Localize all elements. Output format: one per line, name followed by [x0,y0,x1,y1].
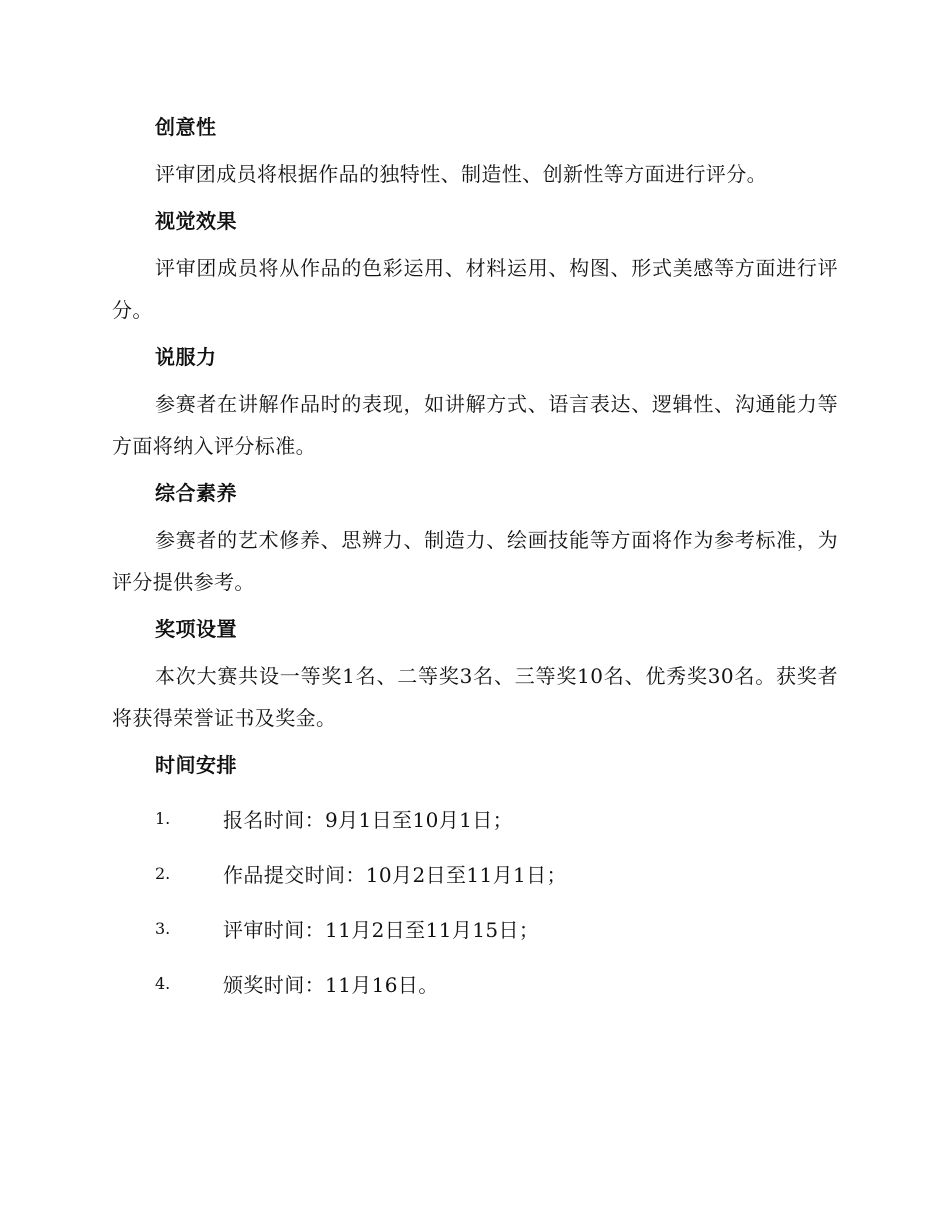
document-content [112,108,838,1011]
section-body-overall-quality: 参赛者的艺术修养、思辨力、制造力、绘画技能等方面将作为参考标准，为评分提供参考。 [112,528,838,594]
list-item [112,846,838,901]
list-item-number: 2. [155,864,171,883]
list-item-text: 颁奖时间：11月16日。 [223,973,439,997]
list-item [112,901,838,956]
list-item-text: 评审时间：11月2日至11月15日； [223,918,540,942]
list-item [112,791,838,846]
section-heading-visual-effect: 视觉效果 [155,209,237,233]
list-item-number: 3. [155,919,171,938]
section-body-visual-effect: 评审团成员将从作品的色彩运用、材料运用、构图、形式美感等方面进行评分。 [112,256,838,322]
section-body-creativity: 评审团成员将根据作品的独特性、制造性、创新性等方面进行评分。 [155,162,767,186]
section-body-awards: 本次大赛共设一等奖1名、二等奖3名、三等奖10名、优秀奖30名。获奖者将获得荣誉证书及奖金。 [112,664,838,730]
section-body-persuasiveness: 参赛者在讲解作品时的表现，如讲解方式、语言表达、逻辑性、沟通能力等方面将纳入评分标准。 [112,392,838,458]
section-heading-creativity: 创意性 [155,115,217,139]
list-item-number: 1. [155,809,171,828]
list-item-text: 报名时间：9月1日至10月1日； [223,808,514,832]
schedule-list [112,791,838,1011]
section-heading-overall-quality: 综合素养 [155,481,237,505]
section-heading-schedule: 时间安排 [155,753,237,777]
section-heading-persuasiveness: 说服力 [155,345,217,369]
list-item [112,956,838,1011]
section-heading-awards: 奖项设置 [155,617,237,641]
list-item-number: 4. [155,974,171,993]
list-item-text: 作品提交时间：10月2日至11月1日； [223,863,567,887]
